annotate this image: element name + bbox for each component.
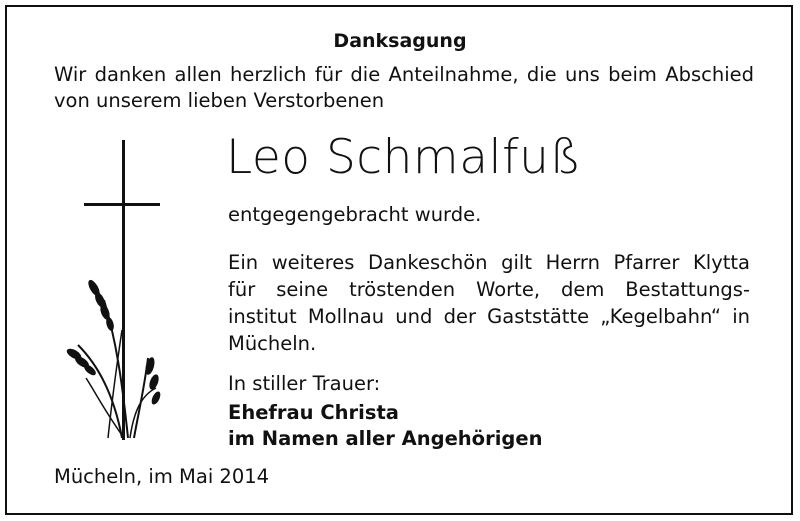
signer-name: Ehefrau Christa	[228, 401, 399, 424]
signer-block	[228, 400, 542, 452]
signer-relatives: im Namen aller Angehörigen	[228, 427, 543, 450]
thanks-line: für seine tröstenden Worte, dem Bestattungs-	[228, 278, 750, 301]
thanks-line: Ein weiteres Dankeschön gilt Herrn Pfarrer Klytta	[228, 251, 750, 274]
thanks-line: institut Mollnau und der Gaststätte „Kegelbahn“ in	[228, 305, 750, 328]
intro-text: Wir danken allen herzlich für die Anteilnahme, die uns beim Abschied von unserem lieben Verstorbenen	[54, 63, 754, 112]
notice-title: Danksagung	[333, 30, 467, 52]
place-date: Mücheln, im Mai 2014	[54, 465, 270, 488]
cross-with-wheat-icon	[64, 140, 174, 454]
deceased-name: Leo Schmalfuß	[226, 130, 582, 185]
mourning-text: In stiller Trauer:	[228, 372, 381, 395]
thanks-paragraph	[228, 249, 750, 357]
received-text: entgegengebracht wurde.	[228, 203, 482, 226]
thanks-line: Mücheln.	[228, 332, 317, 355]
